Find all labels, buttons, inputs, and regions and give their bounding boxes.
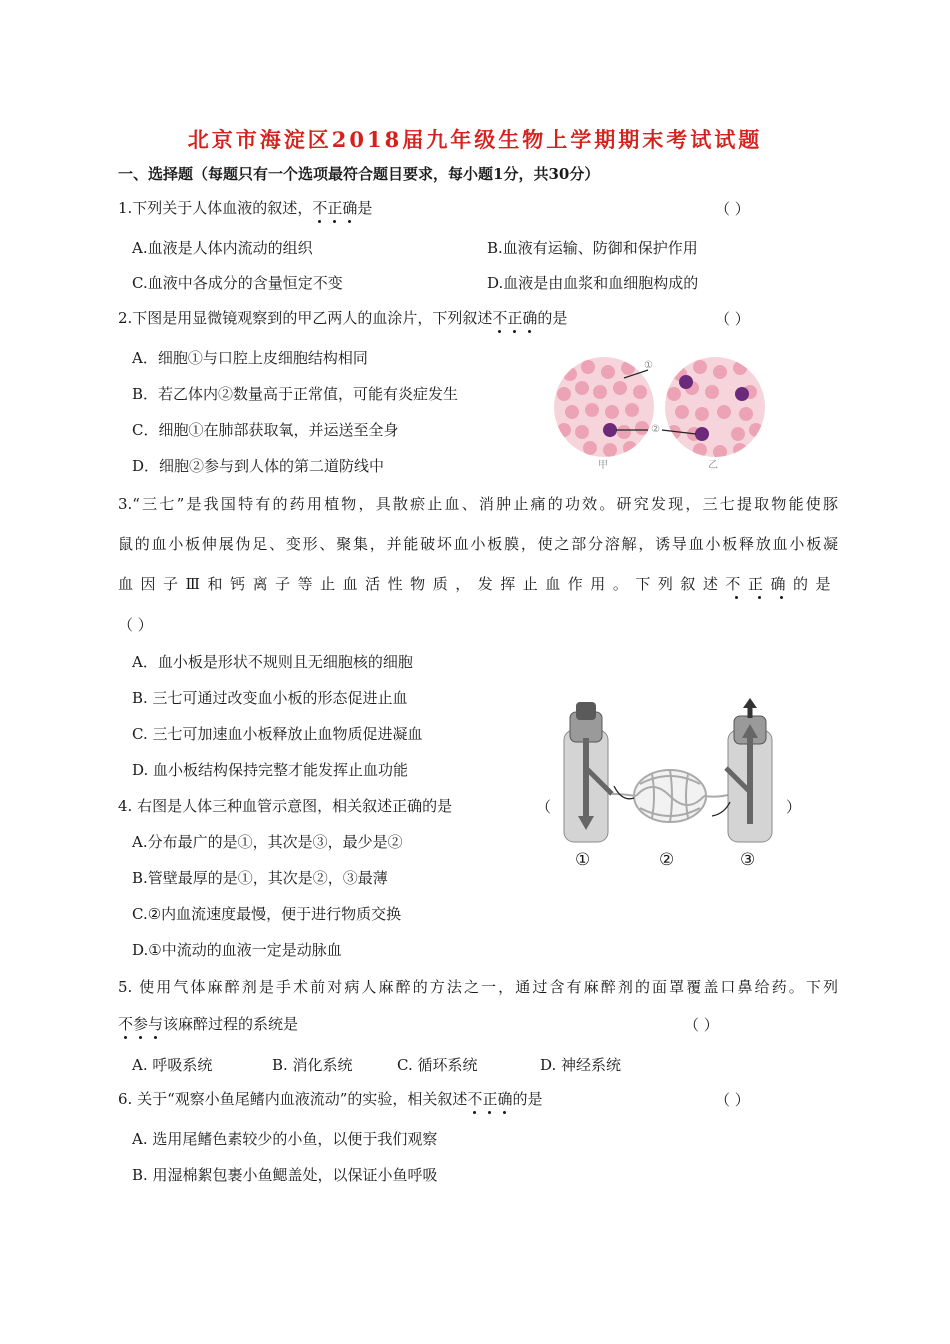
q5-answer-paren: （ ） bbox=[684, 1016, 719, 1034]
blood-smear-figure bbox=[550, 352, 770, 470]
q2-option-a: A．细胞①与口腔上皮细胞结构相同 bbox=[132, 349, 368, 367]
q3-line-1: 3.“三七”是我国特有的药用植物，具散瘀止血、消肿止痛的功效。研究发现，三七提取物能使豚 bbox=[118, 495, 838, 513]
fig-label-jia: 甲 bbox=[598, 460, 608, 471]
white-blood-cell-yi-3 bbox=[695, 427, 709, 441]
q4-option-d: D.①中流动的血液一定是动脉血 bbox=[132, 941, 342, 959]
emphasis-char: 不 bbox=[492, 309, 508, 327]
q1-option-c: C.血液中各成分的含量恒定不变 bbox=[132, 274, 343, 292]
white-blood-cell-jia bbox=[603, 423, 617, 437]
q3-option-b: B. 三七可通过改变血小板的形态促进止血 bbox=[132, 689, 408, 707]
question-4-stem: 4. 右图是人体三种血管示意图，相关叙述正确的是 bbox=[118, 797, 453, 815]
q1-option-d: D.血液是由血浆和血细胞构成的 bbox=[487, 274, 699, 292]
emphasis-char: 不 bbox=[467, 1090, 483, 1108]
q3-option-c: C. 三七可加速血小板释放止血物质促进凝血 bbox=[132, 725, 423, 743]
question-1-stem bbox=[118, 198, 372, 218]
q1-stem-end: 是 bbox=[357, 199, 373, 217]
q1-option-a: A.血液是人体内流动的组织 bbox=[132, 239, 313, 257]
q2-emphasis bbox=[492, 309, 537, 327]
q3-emphasis bbox=[725, 575, 793, 593]
emphasis-char: 不 bbox=[725, 575, 748, 593]
q5-option-d: D. 神经系统 bbox=[540, 1056, 622, 1074]
q3-line-3-text: 血因子Ⅲ和钙离子等止血活性物质，发挥止血作用。下列叙述 bbox=[118, 575, 726, 593]
question-2-stem bbox=[118, 308, 567, 328]
q5-line-2 bbox=[118, 1014, 298, 1034]
q2-option-b: B．若乙体内②数量高于正常值，可能有炎症发生 bbox=[132, 385, 459, 403]
q2-option-d: D．细胞②参与到人体的第二道防线中 bbox=[132, 457, 385, 475]
white-blood-cell-yi-1 bbox=[679, 375, 693, 389]
vein-vessel bbox=[726, 698, 772, 842]
fig-label-yi: 乙 bbox=[708, 460, 718, 471]
page-title: 北京市海淀区2018届九年级生物上学期期末考试试题 bbox=[187, 127, 763, 152]
fig-label-2: ② bbox=[651, 424, 660, 435]
artery-vessel bbox=[564, 702, 612, 842]
q3-line-3 bbox=[118, 573, 838, 594]
emphasis-char: 确 bbox=[770, 575, 793, 593]
emphasis-char: 不 bbox=[312, 199, 328, 217]
q1-stem-text: 1.下列关于人体血液的叙述， bbox=[118, 199, 313, 217]
fig-label-1: ① bbox=[644, 360, 653, 371]
q5-line-1: 5. 使用气体麻醉剂是手术前对病人麻醉的方法之一，通过含有麻醉剂的面罩覆盖口鼻给药。下列 bbox=[118, 978, 838, 996]
vessel-label-1: ① bbox=[575, 850, 591, 870]
q4-option-a: A.分布最广的是①，其次是③，最少是② bbox=[132, 833, 403, 851]
q5-option-c: C. 循环系统 bbox=[397, 1056, 478, 1074]
q1-answer-paren: （ ） bbox=[715, 200, 750, 218]
q6-option-b: B. 用湿棉絮包裹小鱼鳃盖处，以保证小鱼呼吸 bbox=[132, 1166, 438, 1184]
capillary-network bbox=[612, 770, 732, 822]
q3-answer-paren: （ ） bbox=[118, 616, 153, 634]
emphasis-char: 参 bbox=[133, 1015, 149, 1033]
q5-emphasis bbox=[118, 1015, 163, 1033]
q6-stem-text: 6. 关于“观察小鱼尾鳍内血液流动”的实验，相关叙述 bbox=[118, 1090, 468, 1108]
emphasis-char: 与 bbox=[148, 1015, 164, 1033]
q2-answer-paren: （ ） bbox=[715, 310, 750, 328]
section-heading: 一、选择题（每题只有一个选项最符合题目要求，每小题1分，共30分） bbox=[118, 165, 600, 183]
q2-option-c: C．细胞①在肺部获取氧，并运送至全身 bbox=[132, 421, 399, 439]
q6-emphasis bbox=[467, 1090, 512, 1108]
q3-line-2: 鼠的血小板伸展伪足、变形、聚集，并能破坏血小板膜，使之部分溶解，诱导血小板释放血小板凝 bbox=[118, 535, 838, 553]
emphasis-char: 确 bbox=[522, 309, 538, 327]
q4-paren-open: （ bbox=[536, 798, 552, 816]
q3-option-a: A．血小板是形状不规则且无细胞核的细胞 bbox=[132, 653, 413, 671]
q4-option-b: B.管壁最厚的是①，其次是②，③最薄 bbox=[132, 869, 388, 887]
emphasis-char: 正 bbox=[507, 309, 523, 327]
q3-line-3-end: 的是 bbox=[792, 575, 838, 593]
white-blood-cell-yi-2 bbox=[735, 387, 749, 401]
emphasis-char: 正 bbox=[482, 1090, 498, 1108]
emphasis-char: 不 bbox=[118, 1015, 134, 1033]
q5-option-a: A. 呼吸系统 bbox=[132, 1056, 213, 1074]
q6-stem-end: 的是 bbox=[512, 1090, 543, 1108]
q1-option-b: B.血液有运输、防御和保护作用 bbox=[487, 239, 698, 257]
question-6-stem bbox=[118, 1089, 542, 1109]
q2-stem-end: 的是 bbox=[537, 309, 568, 327]
q5-option-b: B. 消化系统 bbox=[272, 1056, 353, 1074]
q6-answer-paren: （ ） bbox=[715, 1091, 750, 1109]
q2-stem-text: 2.下图是用显微镜观察到的甲乙两人的血涂片，下列叙述 bbox=[118, 309, 493, 327]
q5-line-2-text: 该麻醉过程的系统是 bbox=[163, 1015, 299, 1033]
flow-arrow-1 bbox=[614, 786, 634, 799]
q3-option-d: D. 血小板结构保持完整才能发挥止血功能 bbox=[132, 761, 409, 779]
emphasis-char: 正 bbox=[747, 575, 771, 593]
emphasis-char: 确 bbox=[342, 199, 358, 217]
emphasis-char: 正 bbox=[327, 199, 343, 217]
flow-arrow-2 bbox=[712, 802, 730, 816]
q4-option-c: C.②内血流速度最慢，便于进行物质交换 bbox=[132, 905, 402, 923]
vessel-label-2: ② bbox=[659, 850, 675, 870]
blood-vessels-figure bbox=[552, 698, 792, 846]
q1-emphasis bbox=[312, 199, 357, 217]
q6-option-a: A. 选用尾鳍色素较少的小鱼，以便于我们观察 bbox=[132, 1130, 438, 1148]
q4-paren-close: ） bbox=[786, 798, 802, 816]
vessel-label-3: ③ bbox=[740, 850, 756, 870]
emphasis-char: 确 bbox=[497, 1090, 513, 1108]
